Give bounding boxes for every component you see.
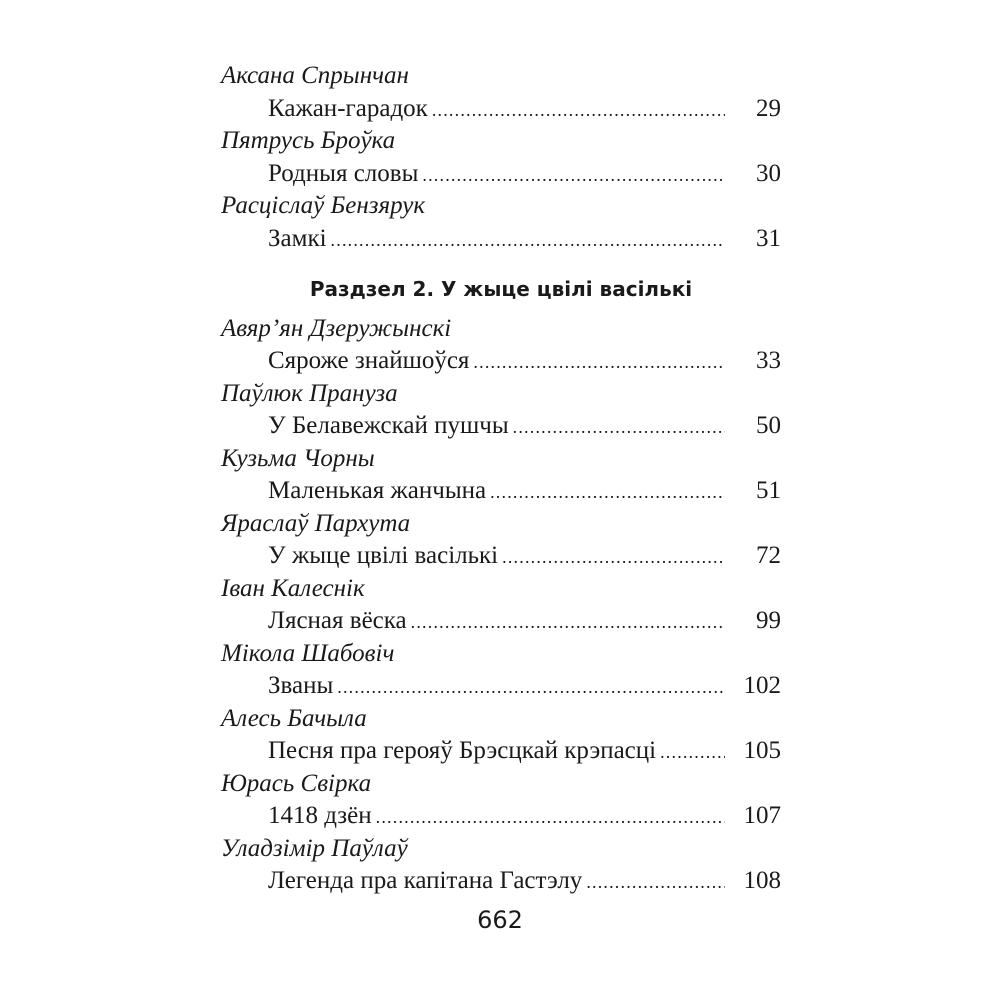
entry-title: Сяроже знайшоўся	[268, 347, 470, 374]
dot-leader	[376, 801, 725, 834]
dot-leader	[411, 606, 725, 639]
entry-author: Кузьма Чорны	[221, 444, 375, 472]
entry-page-number: 72	[756, 542, 781, 569]
entry-work[interactable]	[268, 540, 781, 573]
entry-author: Паўлюк Пранузa	[221, 379, 398, 407]
entry-title: Легенда пра капітана Гастэлу	[268, 867, 583, 894]
entry-work[interactable]	[268, 800, 781, 833]
entry-work[interactable]	[268, 158, 781, 191]
entry-title: Песня пра герояў Брэсцкай крэпасці	[268, 737, 657, 764]
entry-title: 1418 дзён	[268, 802, 372, 829]
entry-author: Пятрусь Броўка	[221, 127, 396, 154]
toc-entry	[221, 768, 781, 833]
dot-leader	[331, 224, 725, 257]
toc-entry	[221, 443, 781, 508]
entry-page-number: 33	[756, 347, 781, 374]
toc-entry	[221, 378, 781, 443]
entry-work[interactable]	[268, 475, 781, 508]
dot-leader	[337, 671, 725, 704]
entry-title: Родныя словы	[268, 159, 419, 187]
entry-page-number: 99	[756, 607, 781, 634]
entry-author: Алесь Бачыла	[221, 704, 367, 732]
dot-leader	[513, 411, 725, 444]
entry-page-number: 105	[743, 737, 781, 764]
toc-entry	[221, 125, 781, 190]
entry-title: У жыце цвілі васількі	[268, 542, 499, 569]
entry-author: Аксана Спрынчан	[221, 62, 409, 89]
toc-entry	[221, 60, 781, 125]
entry-work[interactable]	[268, 223, 781, 256]
table-of-contents	[221, 60, 781, 898]
entry-author: Яраслаў Пархута	[221, 509, 411, 537]
entry-work[interactable]	[268, 670, 781, 703]
entry-work[interactable]	[268, 410, 781, 443]
dot-leader	[432, 94, 725, 127]
entry-page-number: 51	[756, 477, 781, 504]
entry-page-number: 31	[756, 224, 781, 252]
toc-entry	[221, 508, 781, 573]
toc-entry	[221, 833, 781, 898]
entry-author: Юрась Свірка	[221, 769, 372, 797]
dot-leader	[473, 346, 725, 379]
entry-title: Замкі	[268, 224, 327, 252]
entry-author: Уладзімір Паўлаў	[221, 834, 408, 862]
entry-author: Іван Калеснік	[221, 574, 365, 602]
entry-title: Званы	[268, 672, 334, 699]
toc-entry	[221, 190, 781, 255]
entry-work[interactable]	[268, 345, 781, 378]
entry-author: Расціслаў Бензярук	[221, 192, 426, 219]
entry-author: Мікола Шабовіч	[221, 639, 395, 667]
entry-page-number: 30	[756, 159, 781, 187]
section-heading: Раздзел 2. У жыце цвілі васількі	[309, 277, 693, 301]
toc-entry	[221, 313, 781, 378]
page-number: 662	[477, 906, 523, 934]
entry-page-number: 107	[743, 802, 781, 829]
dot-leader	[490, 476, 725, 509]
toc-entry	[221, 638, 781, 703]
entry-page-number: 50	[756, 412, 781, 439]
dot-leader	[660, 736, 725, 769]
entry-title: Кажан-гарадок	[268, 94, 428, 122]
entry-author: Авяр’ян Дзеружынскі	[221, 314, 452, 342]
entry-work[interactable]	[268, 605, 781, 638]
dot-leader	[502, 541, 725, 574]
entry-work[interactable]	[268, 93, 781, 126]
entry-work[interactable]	[268, 735, 781, 768]
dot-leader	[586, 866, 725, 899]
toc-entry	[221, 703, 781, 768]
entry-title: Лясная вёска	[268, 607, 407, 634]
entry-page-number: 102	[743, 672, 781, 699]
entry-page-number: 29	[756, 94, 781, 122]
dot-leader	[422, 159, 725, 192]
entry-page-number: 108	[743, 867, 781, 894]
entry-work[interactable]	[268, 865, 781, 898]
entry-title: У Белавежскай пушчы	[268, 412, 509, 439]
toc-entry	[221, 573, 781, 638]
entry-title: Маленькая жанчына	[268, 477, 487, 504]
